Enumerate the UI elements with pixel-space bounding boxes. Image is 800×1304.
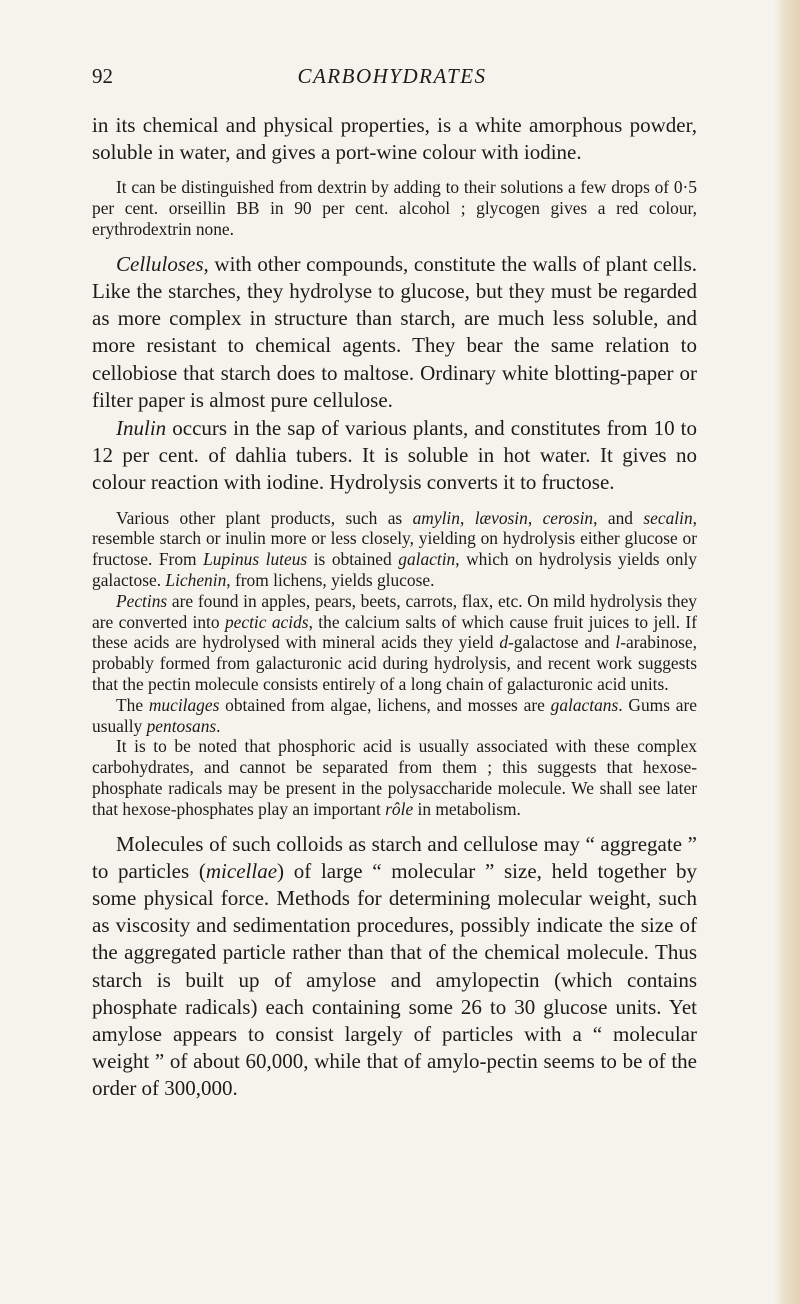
text-run: , [527, 507, 543, 528]
page-edge-shadow [774, 0, 800, 1304]
page-header [92, 64, 692, 94]
text-run: Various other plant products, such as [116, 507, 413, 528]
page-body [92, 112, 697, 1103]
paragraph-pectins [92, 591, 697, 695]
prefix-l: l [615, 632, 621, 653]
text-run: Molecules of such colloids as starch and cellulose may “ aggregate ” to particles ( [92, 831, 697, 883]
text-run: . Gums are usually [92, 694, 697, 736]
term-pectins: Pectins [116, 590, 168, 611]
paragraph-mucilages [92, 695, 697, 737]
term-inulin: Inulin [116, 416, 167, 441]
text-run: in metabolism. [413, 798, 521, 819]
paragraph-phosphoric-acid [92, 736, 697, 819]
text-run: ) of large “ molecular ” size, held together by some physical force. Methods for determining molecular weight, such as viscosity and sedimentation procedures, possibly indicate the size of the aggregated particle rather than that of the chemical molecule. Thus starch is built up of amylose and amylopectin (which contains phosphate radicals) each containing some 26 to 30 glucose units. Yet amylose appears to consist largely of particles with a “ molecular weight ” of about 60,000, while that of amylo-pectin seems to be of the order of 300,000. [92, 858, 697, 1101]
page-number: 92 [92, 64, 113, 88]
text-run: , [459, 507, 475, 528]
term-mucilages: mucilages [148, 694, 220, 715]
paragraph-inulin [92, 415, 697, 497]
text-run: . [216, 715, 221, 736]
text-run: are found in apples, pears, beets, carrots, flax, etc. On mild hydrolysis they are converted into [92, 590, 697, 632]
term-lichenin: Lichenin [165, 570, 227, 591]
paragraph-text: It can be distinguished from dextrin by adding to their solutions a few drops of 0·5 per cent. orseillin BB in 90 per cent. alcohol ; glycogen gives a red colour, erythrodextrin none. [92, 177, 697, 239]
paragraph-text: occurs in the sap of various plants, and constitutes from 10 to 12 per cent. of dahlia tubers. It is soluble in hot water. It gives no colour reaction with iodine. Hydrolysis converts it to fructose. [92, 416, 697, 495]
text-run: The [116, 694, 149, 715]
term-micellae: micellae [205, 858, 278, 883]
term-secalin: secalin [643, 507, 693, 528]
paragraph-other-plant-products [92, 508, 697, 591]
text-run: is obtained [307, 549, 399, 570]
prefix-d: d [499, 632, 509, 653]
text-run: , resemble starch or inulin more or less closely, yielding on hydrolysis either glucose or fructose. From [92, 507, 698, 570]
text-run: , from lichens, yields glucose. [226, 570, 435, 591]
term-pentosans: pentosans [146, 715, 217, 736]
term-pectic-acids: pectic acids [224, 611, 309, 632]
term-galactin: galactin [398, 549, 456, 570]
term-cerosin: cerosin [542, 507, 594, 528]
running-title: CARBOHYDRATES [297, 64, 487, 88]
term-celluloses: Celluloses [116, 251, 204, 276]
text-run: obtained from algae, lichens, and mosses are [219, 694, 551, 715]
paragraph-molecular-weight [92, 831, 697, 1103]
text-run: , the calcium salts of which cause fruit juices to jell. If these acids are hydrolysed with mineral acids they yield [92, 611, 698, 653]
paragraph-celluloses [92, 251, 697, 414]
term-laevosin: lævosin [474, 507, 528, 528]
term-galactans: galactans [550, 694, 619, 715]
text-run: It is to be noted that phosphoric acid is usually associated with these complex carbohydrates, and cannot be separated from them ; this suggests that hexose-phosphate radicals may be present in the polysaccharide molecule. We shall see later that hexose-phosphates play an important [92, 736, 697, 819]
text-run: -galactose and [508, 632, 616, 653]
term-amylin: amylin [412, 507, 460, 528]
term-role: rôle [385, 798, 414, 819]
text-run: , which on hydrolysis yields only galactose. [92, 549, 697, 591]
paragraph-continuation [92, 112, 697, 166]
term-lupinus-luteus: Lupinus luteus [203, 549, 308, 570]
text-run: , and [593, 507, 644, 528]
paragraph-text: , with other compounds, constitute the walls of plant cells. Like the starches, they hydrolyse to glucose, but they must be regarded as more complex in structure than starch, are much less soluble, and more resistant to chemical agents. They bear the same relation to cellobiose that starch does to maltose. Ordinary white blotting-paper or filter paper is almost pure cellulose. [92, 251, 697, 412]
paragraph-dextrin-test [92, 177, 697, 239]
text-run: -arabinose, probably formed from galacturonic acid during hydrolysis, and recent work suggests that the pectin molecule consists entirely of a long chain of galacturonic acid units. [92, 632, 697, 694]
paragraph-text: in its chemical and physical properties, is a white amorphous powder, soluble in water, and gives a port-wine colour with iodine. [92, 113, 697, 165]
